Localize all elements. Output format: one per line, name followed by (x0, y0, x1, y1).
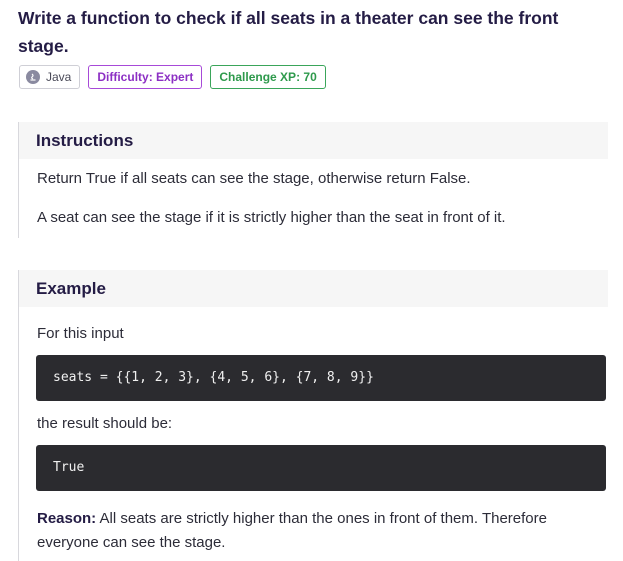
java-icon (26, 70, 40, 84)
input-code-block[interactable]: seats = {{1, 2, 3}, {4, 5, 6}, {7, 8, 9}} (36, 355, 606, 401)
result-label: the result should be: (37, 415, 173, 432)
difficulty-badge: Difficulty: Expert (88, 65, 202, 89)
instruction-paragraph: Return True if all seats can see the stage, otherwise return False. (37, 170, 471, 187)
instructions-section (18, 122, 608, 238)
example-section (18, 270, 608, 561)
reason-body: All seats are strictly higher than the ones in front of them. Therefore everyone can see the stage. (37, 510, 547, 551)
instruction-paragraph: A seat can see the stage if it is strictly higher than the seat in front of it. (37, 209, 506, 226)
reason-label: Reason: (37, 510, 97, 527)
example-heading: Example (19, 270, 608, 307)
language-label: Java (46, 70, 72, 84)
language-badge (19, 65, 80, 89)
input-label: For this input (37, 325, 124, 342)
challenge-title: Write a function to check if all seats in a theater can see the front stage. (18, 8, 559, 56)
xp-badge: Challenge XP: 70 (210, 65, 325, 89)
reason-text (37, 507, 597, 555)
challenge-badges (19, 65, 326, 89)
instructions-heading: Instructions (19, 122, 608, 159)
result-code-block[interactable]: True (36, 445, 606, 491)
